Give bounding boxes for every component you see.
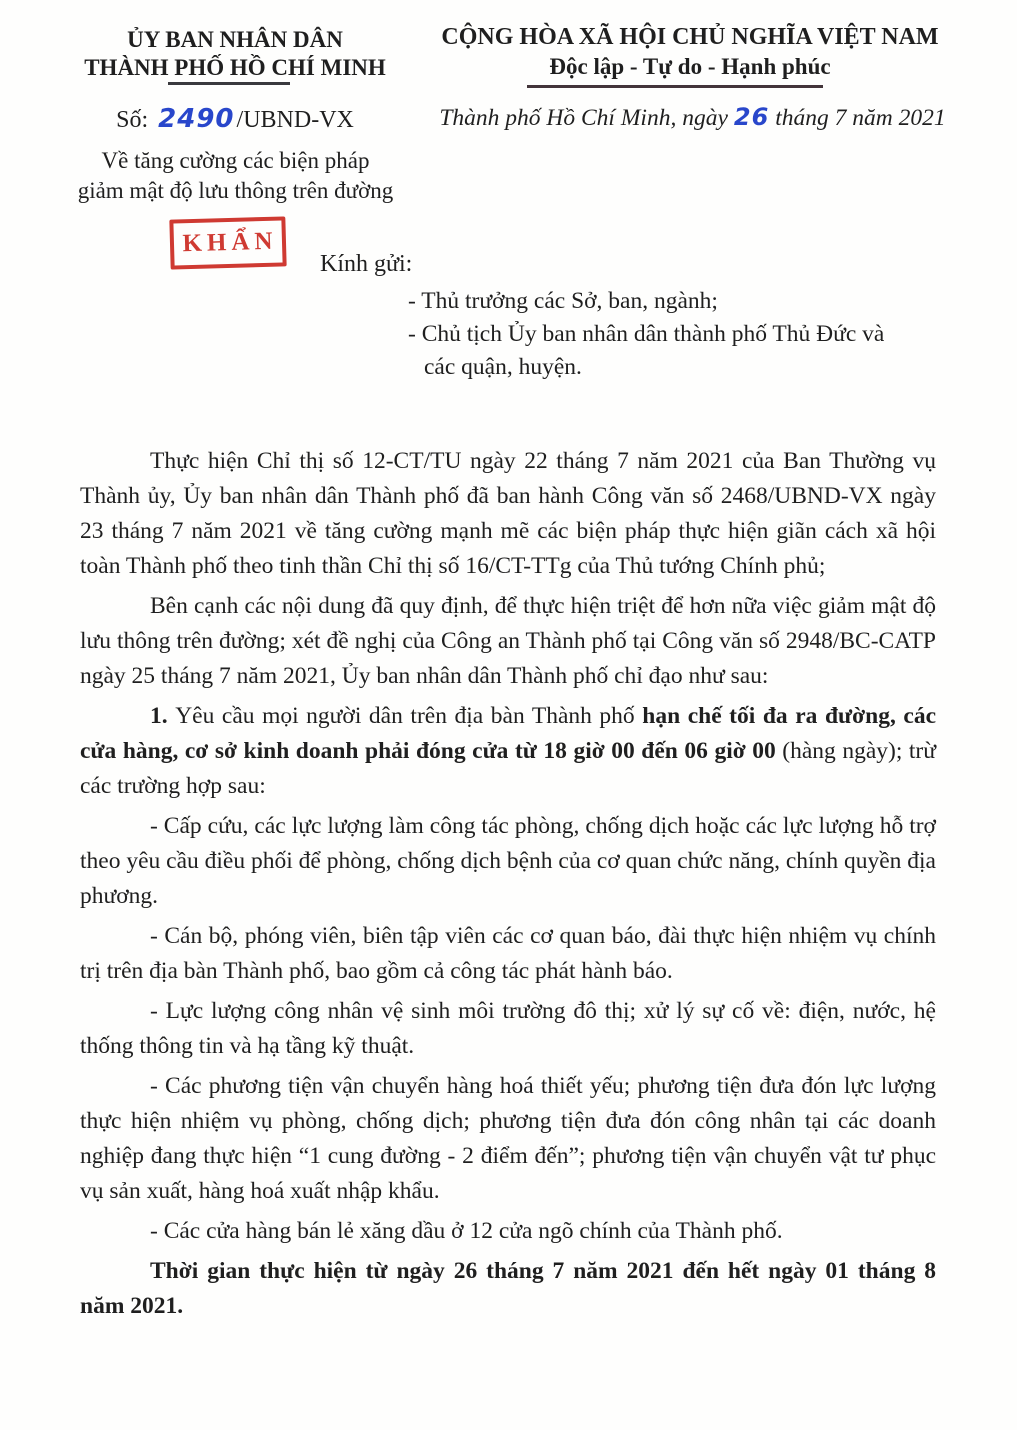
document-number-suffix: /UBND-VX: [236, 107, 354, 133]
body-closing-statement: Thời gian thực hiện từ ngày 26 tháng 7 năm 2021 đến hết ngày 01 tháng 8 năm 2021.: [80, 1258, 936, 1319]
document-subject: [48, 146, 423, 206]
document-number-label: Số:: [116, 107, 149, 133]
issuer-header: [55, 26, 415, 82]
document-number-handwritten: 2490: [158, 104, 235, 134]
subject-line2: giảm mật độ lưu thông trên đường: [77, 178, 394, 203]
recipient-item: - Thủ trưởng các Sở, ban, ngành;: [408, 288, 718, 314]
recipient-item: - Chủ tịch Ủy ban nhân dân thành phố Thủ Đức và các quận, huyện.: [408, 321, 885, 380]
urgent-stamp: [169, 216, 286, 269]
body-bullet-2: - Cán bộ, phóng viên, biên tập viên các cơ quan báo, đài thực hiện nhiệm vụ chính trị trên địa bàn Thành phố, bao gồm cả công tác phát hành báo.: [80, 923, 936, 984]
national-title: CỘNG HÒA XÃ HỘI CHỦ NGHĨA VIỆT NAM: [441, 24, 939, 50]
item-text-normal: Yêu cầu mọi người dân trên địa bàn Thành phố: [175, 703, 643, 729]
date-suffix: tháng 7 năm 2021: [775, 105, 946, 131]
issuer-underline: [168, 82, 290, 85]
document-body: [80, 444, 936, 1329]
recipient-list: [408, 285, 908, 384]
body-bullet-4: - Các phương tiện vận chuyển hàng hoá thiết yếu; phương tiện đưa đón lực lượng thực hiện nhiệm vụ phòng, chống dịch; phương tiện đưa đón công nhân tại các doanh nghiệp đang thực hiện “1 cung đường - 2 điểm đến”; phương tiện vận chuyển vật tư phục vụ sản xuất, hàng hoá xuất nhập khẩu.: [80, 1073, 936, 1204]
item-text-normal: (hàng ngày); trừ các trường hợp sau:: [80, 738, 936, 799]
urgent-stamp-label: KHẨN: [182, 227, 278, 258]
date-prefix: Thành phố Hồ Chí Minh, ngày: [439, 105, 728, 131]
body-bullet-5: - Các cửa hàng bán lẻ xăng dầu ở 12 cửa ngõ chính của Thành phố.: [150, 1218, 783, 1244]
body-paragraph-2: Bên cạnh các nội dung đã quy định, để thực hiện triệt để hơn nữa việc giảm mật độ lưu thông trên đường; xét đề nghị của Công an Thành phố tại Công văn số 2948/BC-CATP ngày 25 tháng 7 năm 2021, Ủy ban nhân dân Thành phố chỉ đạo như sau:: [80, 593, 936, 689]
salutation: Kính gửi:: [320, 251, 413, 277]
item-text-bold: hạn chế tối đa ra đường, các cửa hàng, cơ sở kinh doanh phải đóng cửa từ 18 giờ 00 đến 06 giờ 00: [80, 703, 937, 764]
document-number-line: [55, 104, 415, 134]
item-number: 1.: [150, 703, 176, 729]
national-header: [420, 22, 960, 82]
body-item-1: [80, 699, 936, 804]
body-paragraph-1: Thực hiện Chỉ thị số 12-CT/TU ngày 22 tháng 7 năm 2021 của Ban Thường vụ Thành ủy, Ủy ban nhân dân Thành phố đã ban hành Công văn số 2468/UBND-VX ngày 23 tháng 7 năm 2021 về tăng cường mạnh mẽ các biện pháp thực hiện giãn cách xã hội toàn Thành phố theo tinh thần Chỉ thị số 16/CT-TTg của Thủ tướng Chính phủ;: [80, 448, 936, 579]
national-motto-underline: [527, 85, 823, 88]
subject-line1: Về tăng cường các biện pháp: [101, 148, 370, 173]
national-motto: Độc lập - Tự do - Hạnh phúc: [549, 54, 831, 79]
issuer-name-line1: ỦY BAN NHÂN DÂN: [127, 27, 343, 52]
issuer-name-line2: THÀNH PHỐ HỒ CHÍ MINH: [84, 55, 386, 80]
date-day-handwritten: 26: [733, 103, 770, 131]
body-bullet-1: - Cấp cứu, các lực lượng làm công tác phòng, chống dịch hoặc các lực lượng hỗ trợ theo yêu cầu điều phối để phòng, chống dịch bệnh của cơ quan chức năng, chính quyền địa phương.: [80, 813, 936, 909]
body-bullet-3: - Lực lượng công nhân vệ sinh môi trường đô thị; xử lý sự cố về: điện, nước, hệ thống thông tin và hạ tầng kỹ thuật.: [80, 998, 936, 1059]
place-date-line: [420, 103, 965, 132]
